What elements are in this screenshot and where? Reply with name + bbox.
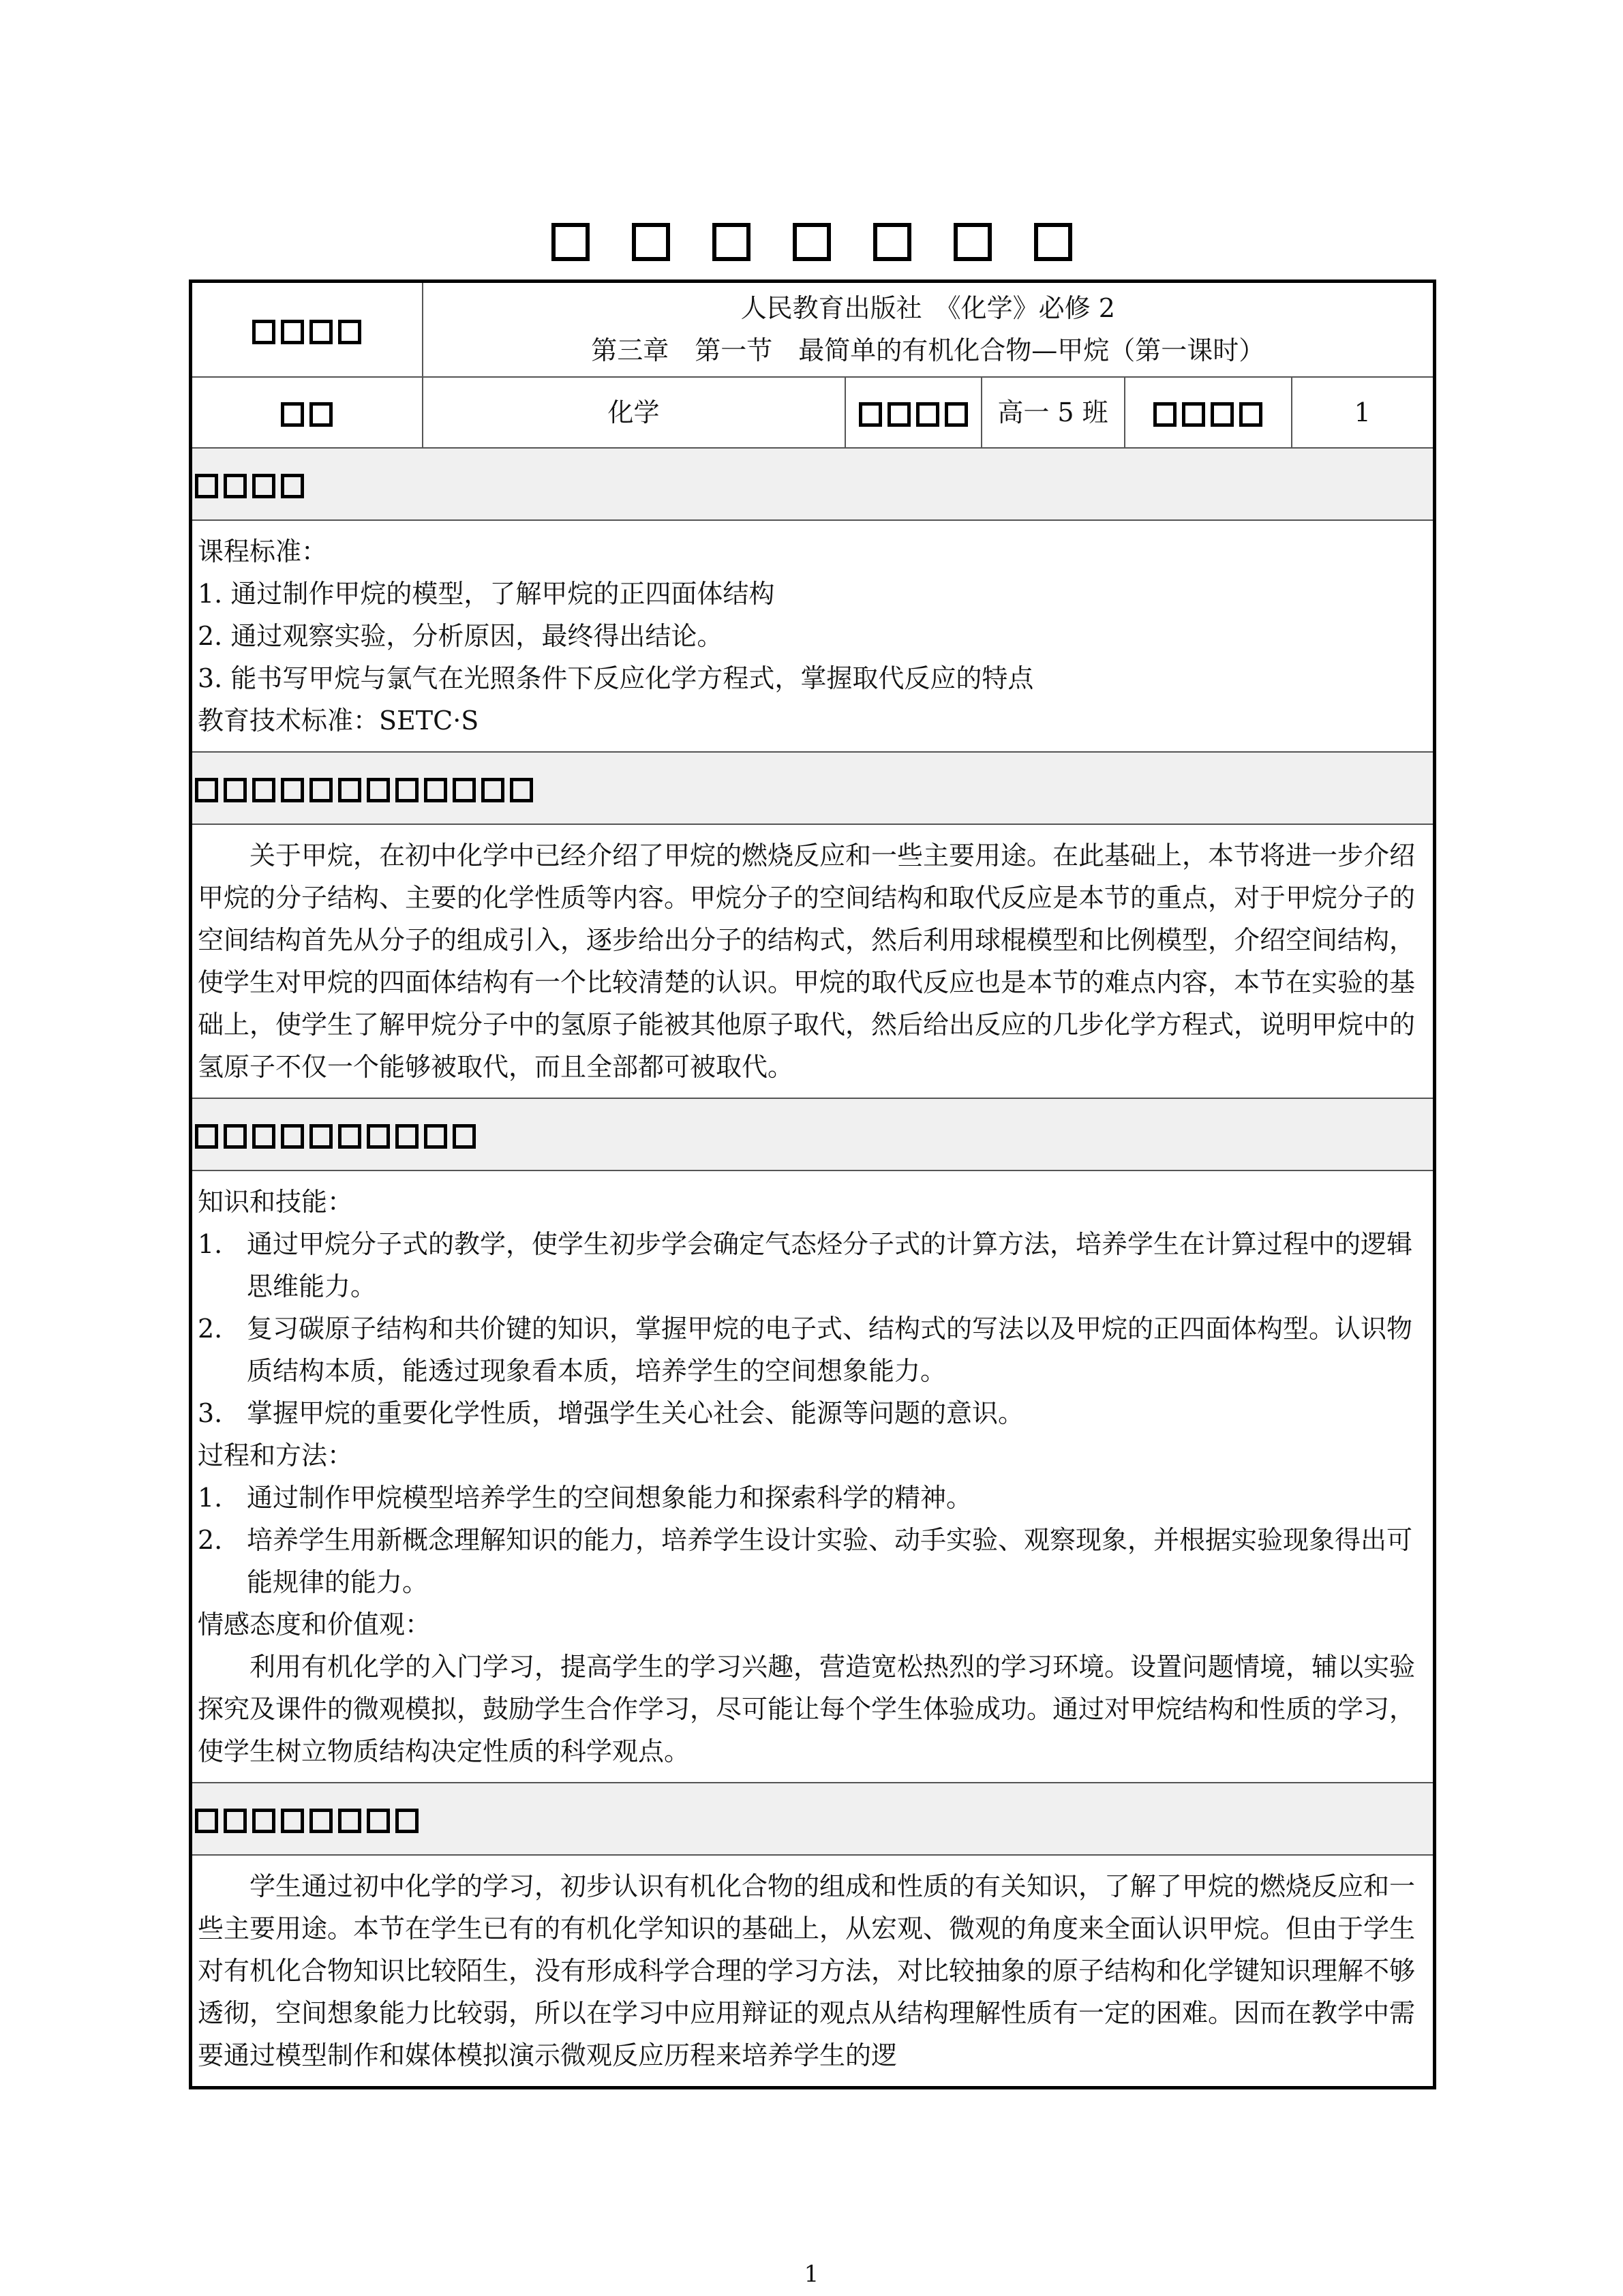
numbered-item [198, 1519, 1429, 1603]
text-line: 课程标准： [198, 536, 328, 567]
missing-glyph-boxes [195, 1809, 419, 1833]
section-header-row [191, 752, 1435, 824]
textbook-info [423, 282, 1435, 377]
numbered-item [198, 1477, 1429, 1519]
text-line: 教育技术标准：SETC·S [198, 705, 479, 736]
item-number: 1. [198, 1482, 223, 1513]
section-3-body [191, 1170, 1435, 1783]
missing-glyph-box [793, 223, 831, 261]
text-line: 3. 能书写甲烷与氯气在光照条件下反应化学方程式，掌握取代反应的特点 [198, 663, 1034, 693]
paragraph: 关于甲烷，在初中化学中已经介绍了甲烷的燃烧反应和一些主要用途。在此基础上，本节将进一步介绍甲烷的分子结构、主要的化学性质等内容。甲烷分子的空间结构和取代反应是本节的重点，对于甲烷分子的空间结构首先从分子的组成引入，逐步给出分子的结构式，然后利用球棍模型和比例模型，介绍空间结构，使学生对甲烷的四面体结构有一个比较清楚的认识。甲烷的取代反应也是本节的难点内容，本节在实验的基础上，使学生了解甲烷分子中的氢原子能被其他原子取代，然后给出反应的几步化学方程式，说明甲烷中的氢原子不仅一个能够被取代，而且全部都可被取代。 [198, 840, 1416, 1082]
item-text: 通过甲烷分子式的教学，使学生初步学会确定气态烃分子式的计算方法，培养学生在计算过程中的逻辑思维能力。 [247, 1228, 1413, 1301]
missing-glyph-box [551, 223, 590, 261]
subject-label [191, 377, 423, 448]
section-1-body [191, 520, 1435, 752]
missing-glyph-boxes [195, 1124, 476, 1149]
text-line: 2. 通过观察实验，分析原因，最终得出结论。 [198, 620, 723, 651]
missing-glyph-box [632, 223, 670, 261]
item-number: 2. [198, 1313, 223, 1344]
lesson-plan-table [189, 280, 1436, 2089]
textbook-line-1: 人民教育出版社 《化学》必修 2 [740, 293, 1115, 324]
section-header-row [191, 448, 1435, 520]
item-number: 3. [198, 1398, 223, 1428]
sub-heading: 知识和技能： [198, 1186, 354, 1217]
section-body-row [191, 1855, 1435, 2088]
missing-glyph-box [954, 223, 992, 261]
section-1-header [191, 448, 1435, 520]
sub-heading: 过程和方法： [198, 1440, 354, 1470]
paragraph: 利用有机化学的入门学习，提高学生的学习兴趣，营造宽松热烈的学习环境。设置问题情境，辅以实验探究及课件的微观模拟，鼓励学生合作学习，尽可能让每个学生体验成功。通过对甲烷结构和性质的学习，使学生树立物质结构决定性质的科学观点。 [198, 1651, 1416, 1766]
section-body-row [191, 824, 1435, 1098]
page-number: 1 [804, 2261, 819, 2288]
numbered-item [198, 1308, 1429, 1392]
item-text: 通过制作甲烷模型培养学生的空间想象能力和探索科学的精神。 [247, 1482, 973, 1513]
item-text: 培养学生用新概念理解知识的能力，培养学生设计实验、动手实验、观察现象，并根据实验现象得出可能规律的能力。 [247, 1524, 1413, 1597]
section-2-body [191, 824, 1435, 1098]
page-title [0, 205, 1623, 280]
item-number: 1. [198, 1228, 223, 1259]
missing-glyph-boxes [859, 402, 968, 427]
missing-glyph-box [712, 223, 750, 261]
item-number: 2. [198, 1524, 223, 1555]
missing-glyph-boxes [195, 778, 533, 802]
section-3-header [191, 1098, 1435, 1170]
missing-glyph-boxes [1153, 402, 1262, 427]
class-label [845, 377, 982, 448]
missing-glyph-boxes [252, 320, 361, 344]
section-4-body [191, 1855, 1435, 2088]
section-2-header [191, 752, 1435, 824]
numbered-item [198, 1392, 1429, 1434]
textbook-label [191, 282, 423, 377]
section-4-header [191, 1783, 1435, 1855]
section-body-row [191, 520, 1435, 752]
sub-heading: 情感态度和价值观： [198, 1609, 431, 1640]
section-header-row [191, 1098, 1435, 1170]
subject-row [191, 377, 1435, 448]
missing-glyph-box [1034, 223, 1072, 261]
item-text: 掌握甲烷的重要化学性质，增强学生关心社会、能源等问题的意识。 [247, 1398, 1025, 1428]
missing-glyph-boxes [195, 474, 304, 498]
textbook-row [191, 282, 1435, 377]
class-value: 高一 5 班 [982, 377, 1125, 448]
numbered-item [198, 1223, 1429, 1308]
periods-label [1125, 377, 1292, 448]
section-header-row [191, 1783, 1435, 1855]
missing-glyph-box [873, 223, 911, 261]
missing-glyph-boxes [281, 402, 333, 427]
subject-value: 化学 [423, 377, 845, 448]
item-text: 复习碳原子结构和共价键的知识，掌握甲烷的电子式、结构式的写法以及甲烷的正四面体构型。认识物质结构本质，能透过现象看本质，培养学生的空间想象能力。 [247, 1313, 1413, 1386]
section-body-row [191, 1170, 1435, 1783]
periods-value: 1 [1292, 377, 1435, 448]
paragraph: 学生通过初中化学的学习，初步认识有机化合物的组成和性质的有关知识，了解了甲烷的燃烧反应和一些主要用途。本节在学生已有的有机化学知识的基础上，从宏观、微观的角度来全面认识甲烷。但由于学生对有机化合物知识比较陌生，没有形成科学合理的学习方法，对比较抽象的原子结构和化学键知识理解不够透彻，空间想象能力比较弱，所以在学习中应用辩证的观点从结构理解性质有一定的困难。因而在教学中需要通过模型制作和媒体模拟演示微观反应历程来培养学生的逻 [198, 1871, 1416, 2070]
textbook-line-2: 第三章 第一节 最简单的有机化合物—甲烷（第一课时） [591, 335, 1265, 366]
text-line: 1. 通过制作甲烷的模型，了解甲烷的正四面体结构 [198, 578, 775, 609]
